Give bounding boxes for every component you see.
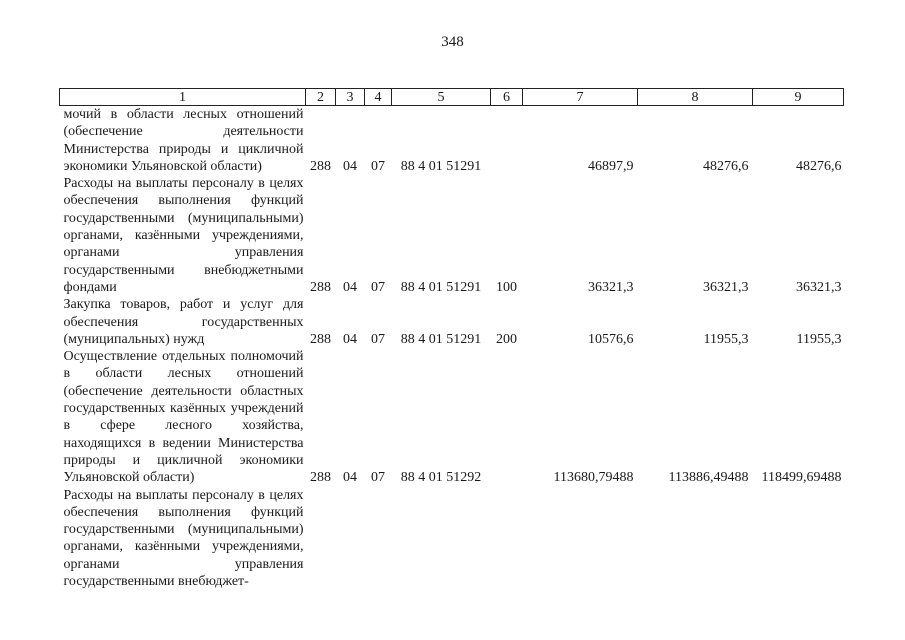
row-amount-col9: 118499,69488 [761, 470, 842, 486]
row-expense-type [491, 348, 523, 486]
column-header-9: 9 [753, 89, 844, 106]
column-header-8: 8 [638, 89, 753, 106]
row-amount-col7: 10576,6 [588, 331, 634, 347]
row-section-code: 04 [343, 158, 357, 174]
page-number: 348 [441, 34, 464, 50]
budget-table [59, 88, 844, 590]
row-amount-col7 [523, 487, 638, 591]
table-row [60, 296, 844, 348]
row-subsection-code: 07 [371, 331, 385, 347]
row-expense-type [491, 106, 523, 176]
column-header-5: 5 [392, 89, 491, 106]
row-amount-col8: 11955,3 [703, 331, 749, 347]
row-amount-col7: 113680,79488 [553, 470, 634, 486]
row-target-code [392, 487, 491, 591]
table-row [60, 487, 844, 591]
table-row [60, 175, 844, 296]
row-target-code: 88 4 01 51291 [400, 331, 482, 347]
row-admin-code [306, 487, 336, 591]
column-header-3: 3 [336, 89, 365, 106]
row-amount-col8: 113886,49488 [668, 470, 749, 486]
row-admin-code: 288 [310, 279, 331, 295]
row-description: Расходы на выплаты персоналу в целях обеспечения выполнения функций государственными (муниципальными) органами, казёнными учреждениями, органами управления государственными внебюджет- [63, 487, 304, 590]
row-target-code: 88 4 01 51291 [400, 279, 482, 295]
row-expense-type: 100 [496, 279, 517, 295]
row-description: Расходы на выплаты персоналу в целях обеспечения выполнения функций государственными (муниципальными) органами, казёнными учреждениями, органами управления государственными внебюджетными фондами [63, 176, 304, 295]
row-subsection-code: 07 [371, 279, 385, 295]
row-target-code: 88 4 01 51292 [400, 470, 482, 486]
row-subsection-code: 07 [371, 470, 385, 486]
row-amount-col7: 46897,9 [588, 158, 634, 174]
column-header-6: 6 [491, 89, 523, 106]
row-expense-type [491, 487, 523, 591]
table-row [60, 348, 844, 486]
row-section-code: 04 [343, 279, 357, 295]
column-header-4: 4 [365, 89, 392, 106]
row-description: Закупка товаров, работ и услуг для обеспечения государственных (муниципальных) нужд [63, 297, 304, 347]
column-number-header-row [60, 89, 844, 106]
row-expense-type: 200 [496, 331, 517, 347]
row-admin-code: 288 [310, 158, 331, 174]
row-description: Осуществление отдельных полномочий в области лесных отношений (обеспечение деятельности областных государственных казённых учреждений в сфере лесного хозяйства, находящихся в ведении Министерства природы и цикличной экономики Ульяновской области) [63, 349, 304, 486]
row-admin-code: 288 [310, 470, 331, 486]
row-amount-col8: 36321,3 [703, 279, 749, 295]
row-section-code: 04 [343, 331, 357, 347]
row-amount-col8 [638, 487, 753, 591]
row-description: мочий в области лесных отношений (обеспечение деятельности Министерства природы и цикличной экономики Ульяновской области) [63, 107, 304, 174]
row-amount-col7: 36321,3 [588, 279, 634, 295]
column-header-7: 7 [523, 89, 638, 106]
row-section-code [336, 487, 365, 591]
row-amount-col9: 36321,3 [796, 279, 842, 295]
row-admin-code: 288 [310, 331, 331, 347]
column-header-2: 2 [306, 89, 336, 106]
table-row [60, 106, 844, 176]
column-header-1: 1 [60, 89, 306, 106]
row-amount-col9: 11955,3 [796, 331, 842, 347]
row-amount-col9: 48276,6 [796, 158, 842, 174]
row-subsection-code: 07 [371, 158, 385, 174]
row-target-code: 88 4 01 51291 [400, 158, 482, 174]
row-subsection-code [365, 487, 392, 591]
row-amount-col8: 48276,6 [703, 158, 749, 174]
row-amount-col9 [753, 487, 844, 591]
row-section-code: 04 [343, 470, 357, 486]
